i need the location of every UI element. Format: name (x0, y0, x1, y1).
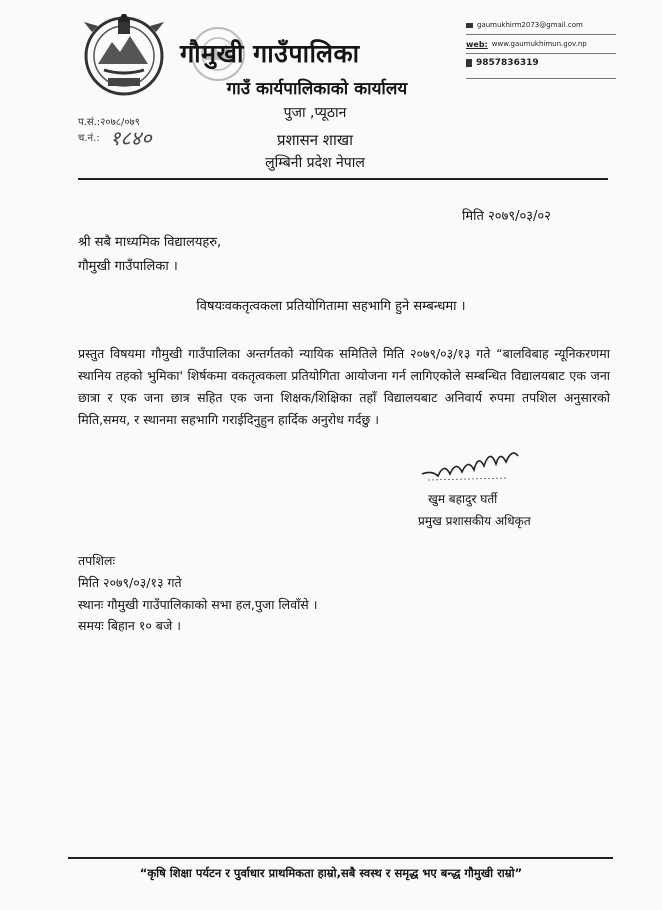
web-row (466, 35, 616, 53)
phone-text: 9857836319 (476, 58, 539, 68)
recipient-line-2: गौमुखी गाउँपालिका । (78, 259, 178, 274)
web-label: web: (466, 39, 488, 49)
schedule-heading: तपशिलः (78, 553, 115, 568)
signer-name: खुम बहादुर घर्ती (428, 492, 498, 506)
government-emblem-logo (78, 12, 170, 98)
web-text: www.gaumukhimun.gov.np (491, 40, 587, 48)
municipality-name: गौमुखी गाउँपालिका (180, 39, 360, 68)
header-divider (78, 178, 608, 180)
reference-cn-label: च.नं.: (78, 133, 100, 144)
phone-row (466, 54, 616, 72)
phone-icon (466, 59, 472, 67)
contact-divider (466, 78, 616, 79)
recipient-line-1: श्री सबै माध्यमिक विद्यालयहरु, (78, 235, 222, 250)
office-name: गाउँ कार्यपालिकाको कार्यालय (226, 79, 408, 99)
contact-block (466, 16, 616, 79)
footer-motto: “कृषि शिक्षा पर्यटन र पुर्वाधार प्राथमिकता हाम्रो,सबै स्वस्थ र समृद्ध भए बन्द्ध गौमुखी राम्रो” (139, 866, 523, 880)
schedule-venue: स्थानः गौमुखी गाउँपालिकाको सभा हल,पुजा लिवाँसे । (78, 597, 318, 612)
reference-ps: प.सं.:२०७८/०७९ (78, 117, 140, 128)
letter-body: प्रस्तुत विषयमा गौमुखी गाउँपालिका अन्तर्गतको न्यायिक समितिले मिति २०७९/०३/१३ गते “बालविबाह न्यूनिकरणमा स्थानिय तहको भुमिका' शिर्षकमा वकतृत्वकला प्रतियोगिता आयोजना गर्न लागिएकोले सम्बन्धित विद्यालयबाट एक जना छात्रा र एक जना छात्र सहित एक जना शिक्षक/शिक्षिका तहाँ विद्यालयबाट अनिवार्य रुपमा तपशिल अनुसारको मिति,समय, र स्थानमा सहभागि गराईदिनुहुन हार्दिक अनुरोध गर्दछु । (78, 346, 610, 427)
email-row (466, 16, 616, 34)
email-text: gaumukhirm2073@gmail.com (477, 21, 583, 29)
handwritten-signature (418, 440, 528, 484)
schedule-date: मिति २०७९/०३/१३ गते (78, 575, 182, 590)
reference-cn-handwritten: १८४० (110, 126, 152, 150)
letter-subject: विषयःवकतृत्वकला प्रतियोगितामा सहभागि हुने सम्बन्धमा । (196, 299, 466, 314)
envelope-icon (466, 23, 473, 28)
letter-date: मिति २०७९/०३/०२ (462, 209, 551, 224)
province-name: लुम्बिनी प्रदेश नेपाल (265, 155, 365, 171)
office-location: पुजा ,प्यूठान (283, 105, 347, 121)
schedule-time: समयः बिहान १० बजे । (78, 618, 181, 633)
branch-name: प्रशासन शाखा (276, 131, 354, 149)
footer-divider (68, 857, 613, 859)
signer-title: प्रमुख प्रशासकीय अधिकृत (418, 514, 531, 528)
